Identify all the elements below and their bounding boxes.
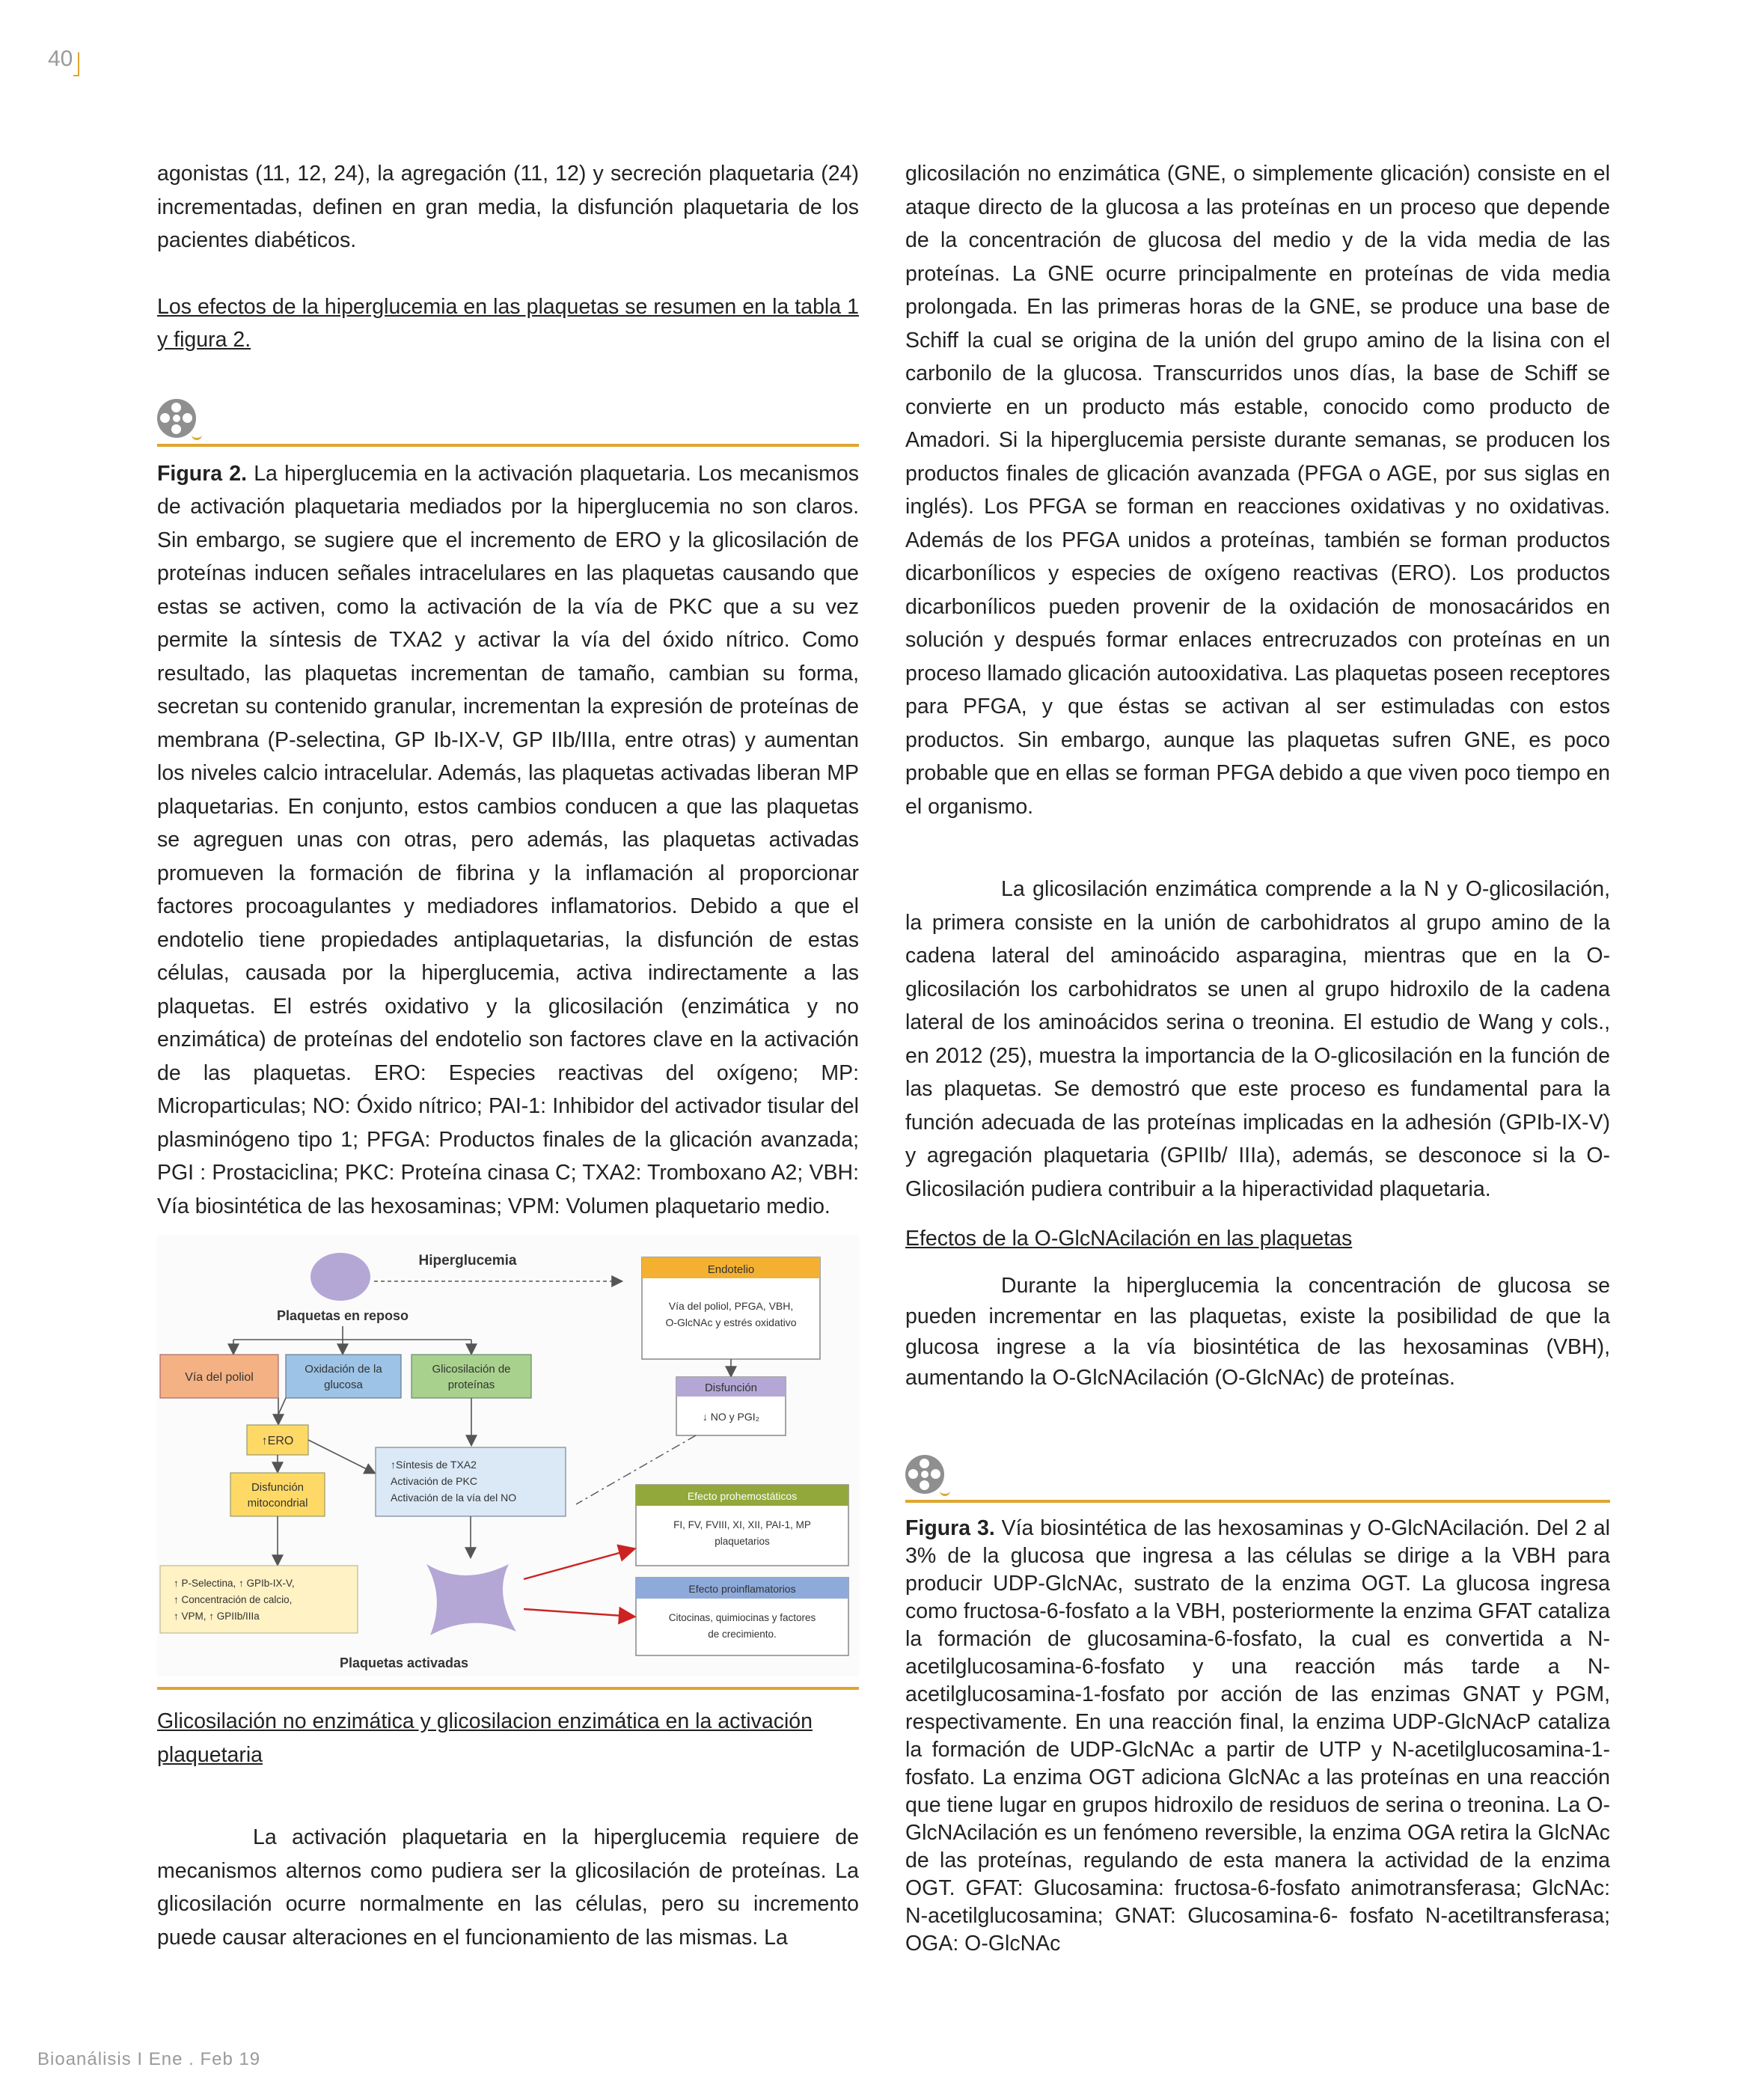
label-plaquetas-activadas: Plaquetas activadas (339, 1655, 469, 1670)
figure-2-rule (157, 444, 859, 447)
right-column (905, 157, 1610, 1958)
left-column (157, 157, 859, 1954)
svg-text:Glicosilación de: Glicosilación de (432, 1363, 511, 1376)
svg-text:Activación de PKC: Activación de PKC (391, 1475, 477, 1487)
figure-3-caption (905, 1515, 1610, 1958)
figure-2-caption (157, 457, 859, 1224)
label-endotelio: Endotelio (707, 1263, 755, 1276)
svg-text:proteínas: proteínas (447, 1379, 495, 1391)
page-number-mark (73, 52, 79, 76)
right-paragraph-3: Durante la hiperglucemia la concentración de glucosa se pueden incrementar en las plaquetas, existe la posibilidad de que la glucosa ingrese a la vía biosintética de las hexosaminas (VBH), aumentando la O-GlcNAcilación (O-GlcNAc) de proteínas. (905, 1273, 1610, 1390)
figure-2-label: Figura 2. (157, 461, 248, 486)
svg-text:de crecimiento.: de crecimiento. (708, 1629, 777, 1640)
svg-text:plaquetarios: plaquetarios (715, 1536, 770, 1547)
svg-text:Efecto prohemostáticos: Efecto prohemostáticos (687, 1490, 798, 1502)
film-reel-icon (905, 1450, 950, 1495)
label-plaquetas-reposo: Plaquetas en reposo (276, 1308, 409, 1323)
right-paragraph-2: La glicosilación enzimática comprende a la N y O-glicosilación, la primera consiste en la unión de carbohidratos al grupo amino de la cadena lateral del aminoácido asparagina, mientras que en la O-glicosilación los carbohidratos se unen al grupo hidroxilo de la cadena lateral de los aminoácidos serina o treonina. El estudio de Wang y cols., en 2012 (25), muestra la importancia de la O-glicosilación en la función de las plaquetas. Se demostró que este proceso es fundamental para la función adecuada de las proteínas implicadas en la adhesión (GPIb-IX-V) y agregación plaquetaria (GPIIb/ IIIa), además, se desconoce si la O-Glicosilación pudiera contribuir a la hiperactividad plaquetaria. (905, 877, 1610, 1201)
svg-text:Vía del poliol: Vía del poliol (185, 1371, 254, 1384)
svg-text:↑ Concentración de calcio,: ↑ Concentración de calcio, (174, 1594, 293, 1605)
svg-text:mitocondrial: mitocondrial (247, 1497, 308, 1510)
figure-2-caption-text: La hiperglucemia en la activación plaquetaria. Los mecanismos de activación plaquetaria mediados por la hiperglucemia no son claros. Sin embargo, se sugiere que el incremento de ERO y la glicosilación de proteínas inducen señales intracelulares en las plaquetas causando que estas se activen, como la activación de la vía de PKC que a su vez permite la síntesis de TXA2 y activar la vía del óxido nítrico. Como resultado, las plaquetas incrementan de tamaño, cambian su forma, secretan su contenido granular, incrementan la expresión de proteínas de membrana (P-selectina, GP Ib-IX-V, GP IIb/IIIa, entre otras) y aumentan los niveles calcio intracelular. Además, las plaquetas activadas liberan MP plaquetarias. En conjunto, estos cambios conducen a que las plaquetas se agreguen unas con otras, pero además, las plaquetas activadas promueven la formación de fibrina y la inflamación al proporcionar factores procoagulantes y mediadores inflamatorios. Debido a que el endotelio tiene propiedades antiplaquetarias, la disfunción de estas células, causada por la hiperglucemia, activa indirectamente a las plaquetas. El estrés oxidativo y la glicosilación (enzimática y no enzimática) de proteínas del endotelio son factores clave en la activación de las plaquetas. ERO: Especies reactivas del oxígeno; MP: Microparticulas; NO: Óxido nítrico; PAI-1: Inhibidor del activador tisular del plasminógeno tipo 1; PFGA: Productos finales de la glicación avanzada; PGI : Prostaciclina; PKC: Proteína cinasa C; TXA2: Tromboxano A2; VBH: Vía biosintética de las hexosaminas; VPM: Volumen plaquetario medio. (157, 461, 859, 1218)
svg-text:Disfunción: Disfunción (251, 1481, 305, 1494)
figure-3-caption-text: Vía biosintética de las hexosaminas y O-GlcNAcilación. Del 2 al 3% de la glucosa que ingresa a las células se dirige a la VBH para producir UDP-GlcNAc, sustrato de la enzima OGT. La glucosa ingresa como fructosa-6-fosfato a la VBH, posteriormente la enzima GFAT cataliza la formación de glucosamina-6-fosfato, la cual es convertida a N-acetilglucosamina-6-fosfato y una reacción más tarde a N-acetilglucosamina-1-fosfato por acción de las enzimas GNAT y PGM, respectivamente. En una reacción final, la enzima UDP-GlcNAcP cataliza la formación de UDP-GlcNAc a partir de UTP y N-acetilglucosamina-1-fosfato. La enzima OGT adiciona GlcNAc a las proteínas en una reacción que tiene lugar en grupos hidroxilo de residuos de serina o treonina. La O-GlcNAcilación es un fenómeno reversible, la enzima OGA retira la GlcNAc de las proteínas, regulando de esta manera la actividad de la enzima OGT. GFAT: Glucosamina: fructosa-6-fosfato animotransferasa; GlcNAc: N-acetilglucosamina; GNAT: Glucosamina-6- fosfato N-acetiltransferasa; OGA: O-GlcNAc (905, 1516, 1610, 1956)
left-paragraph-2-link[interactable]: Los efectos de la hiperglucemia en las plaquetas se resumen en la tabla 1 y figura 2. (157, 294, 859, 352)
box-oxidacion (286, 1355, 401, 1398)
right-paragraph-1: glicosilación no enzimática (GNE, o simplemente glicación) consiste en el ataque directo de la glucosa a las proteínas en un proceso que depende de la concentración de glucosa del medio y de la vida media de las proteínas. La GNE ocurre principalmente en proteínas de vida media prolongada. En las primeras horas de la GNE, se produce una base de Schiff la cual se origina de la unión del grupo amino de la lisina con el carbonilo de la glucosa. Transcurridos unos días, la base de Schiff se convierte en un producto más estable, conocido como producto de Amadori. Si la hiperglucemia persiste durante semanas, se producen los productos finales de glicación avanzada (PFGA o AGE, por sus siglas en inglés). Los PFGA se forman en reacciones oxidativas y no oxidativas. Además de los PFGA unidos a proteínas, también se forman productos dicarbonílicos y especies de oxígeno reactivas (ERO). Los productos dicarbonílicos pueden provenir de la oxidación de monosacáridos en solución y después formar enlaces entrecruzados con proteínas en un proceso llamado glicación autooxidativa. Las plaquetas poseen receptores para PFGA, y que éstas se activan al ser estimuladas con estos productos. Sin embargo, aunque las plaquetas sufren GNE, es poco probable que en ellas se forman PFGA debido a que viven poco tiempo en el organismo. (905, 162, 1610, 819)
svg-text:↑ P-Selectina, ↑ GPIb-IX-V,: ↑ P-Selectina, ↑ GPIb-IX-V, (174, 1578, 295, 1589)
figure-2-diagram (157, 1235, 859, 1676)
svg-text:Citocinas, quimiocinas y facto: Citocinas, quimiocinas y factores (668, 1612, 816, 1623)
section-heading-oglcnac: Efectos de la O-GlcNAcilación en las plaquetas (905, 1227, 1353, 1251)
figure-2-bottom-rule (157, 1687, 859, 1690)
svg-text:FI, FV, FVIII, XI, XII, PAI-1,: FI, FV, FVIII, XI, XII, PAI-1, MP (673, 1519, 811, 1530)
svg-text:Efecto proinflamatorios: Efecto proinflamatorios (688, 1583, 796, 1595)
label-hiperglucemia: Hiperglucemia (418, 1253, 517, 1269)
left-paragraph-3: La activación plaquetaria en la hiperglucemia requiere de mecanismos alternos como pudiera ser la glicosilación de proteínas. La glicosilación ocurre normalmente en las células, pero su incremento puede causar alteraciones en el funcionamiento de las mismas. La (157, 1825, 859, 1950)
box-disfuncion-mitocondrial (230, 1473, 325, 1516)
left-paragraph-1: agonistas (11, 12, 24), la agregación (11, 12) y secreción plaquetaria (24) incrementadas, definen en gran media, la disfunción plaquetaria de los pacientes diabéticos. (157, 162, 859, 252)
film-reel-icon (157, 394, 202, 439)
svg-text:Activación de la vía del NO: Activación de la vía del NO (391, 1492, 517, 1504)
section-heading-glicosilacion: Glicosilación no enzimática y glicosilacion enzimática en la activación plaquetaria (157, 1709, 813, 1767)
svg-text:O-GlcNAc y estrés oxidativo: O-GlcNAc y estrés oxidativo (665, 1316, 797, 1328)
svg-text:↑ERO: ↑ERO (261, 1435, 294, 1447)
page-number: 40 (48, 46, 73, 71)
resting-platelet (310, 1253, 370, 1301)
svg-text:Oxidación de la: Oxidación de la (305, 1363, 382, 1376)
svg-text:Vía del poliol, PFGA, VBH,: Vía del poliol, PFGA, VBH, (668, 1300, 794, 1312)
figure-3-rule (905, 1500, 1610, 1503)
svg-text:↓ NO y PGI₂: ↓ NO y PGI₂ (702, 1411, 760, 1423)
footer: Bioanálisis I Ene . Feb 19 (37, 2049, 261, 2069)
svg-text:↑Síntesis de TXA2: ↑Síntesis de TXA2 (391, 1459, 477, 1471)
svg-text:glucosa: glucosa (324, 1379, 363, 1391)
box-glicosilacion (412, 1355, 531, 1398)
svg-text:Disfunción: Disfunción (704, 1382, 758, 1394)
svg-text:↑ VPM, ↑ GPIIb/IIIa: ↑ VPM, ↑ GPIIb/IIIa (174, 1611, 260, 1622)
figure-3-label: Figura 3. (905, 1516, 995, 1540)
